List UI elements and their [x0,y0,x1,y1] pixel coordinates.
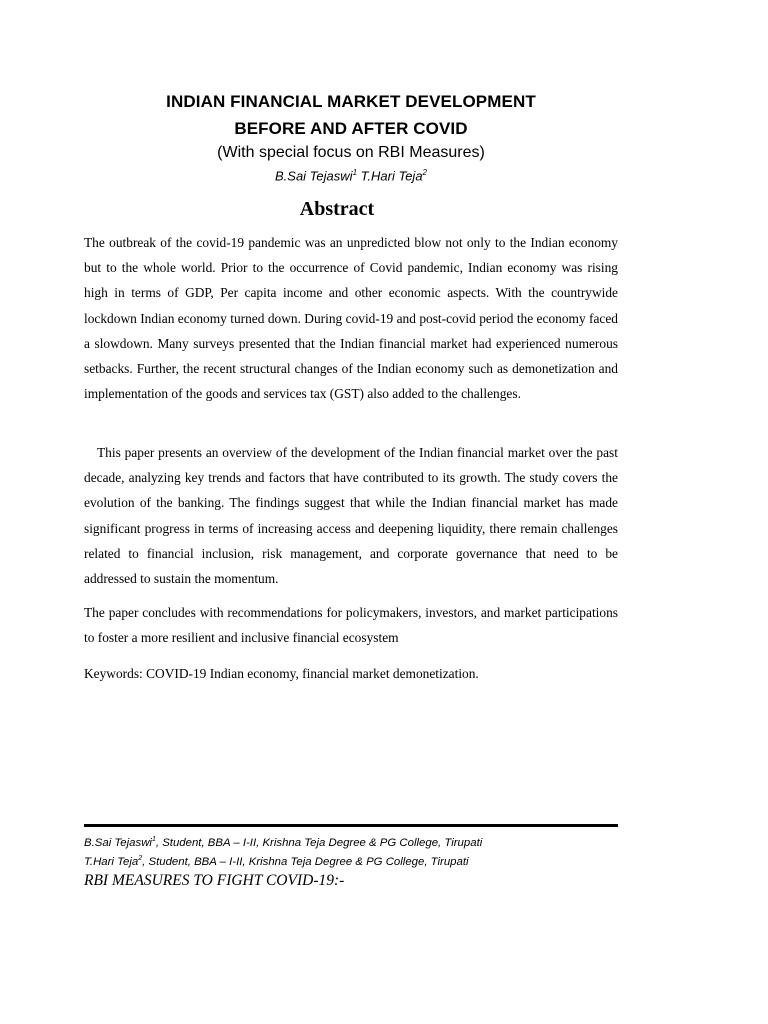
paper-title-line-1: INDIAN FINANCIAL MARKET DEVELOPMENT [166,92,536,111]
section-heading-rbi-measures: RBI MEASURES TO FIGHT COVID-19:- [84,872,345,889]
footnote-1-superscript: 1 [151,836,156,843]
author-1-name: B.Sai Tejaswi [275,168,353,184]
author-2-superscript: 2 [422,168,427,177]
footnote-1-name: B.Sai Tejaswi [84,836,152,849]
abstract-paragraph-2: This paper presents an overview of the development of the Indian financial market over the past decade, analyzing key trends and factors that have contributed to its growth. The study covers the evolution of the banking. The findings suggest that while the Indian financial market has made significant progress in terms of increasing access and deepening liquidity, there remain challenges related to financial inclusion, risk management, and corporate governance that need to be addressed to sustain the momentum. [84,445,618,587]
paper-title-line-2: BEFORE AND AFTER COVID [234,119,468,138]
footnote-divider [84,824,618,827]
abstract-paragraph-1: The outbreak of the covid-19 pandemic was an unpredicted blow not only to the Indian economy but to the whole world. Prior to the occurrence of Covid pandemic, Indian economy was rising high in terms of GDP, Per capita income and other economic aspects. With the countrywide lockdown Indian economy turned down. During covid-19 and post-covid period the economy faced a slowdown. Many surveys presented that the Indian financial market had experienced numerous setbacks. Further, the recent structural changes of the Indian economy such as demonetization and implementation of the goods and services tax (GST) also added to the challenges. [84,235,618,402]
footnote-1 [84,836,644,849]
footnote-1-text: , Student, BBA – I-II, Krishna Teja Degree & PG College, Tirupati [155,836,483,849]
footnote-2-name: T.Hari Teja [84,855,139,868]
author-2-name: T.Hari Teja [360,168,423,184]
paper-subtitle: (With special focus on RBI Measures) [217,144,485,161]
footnote-2-superscript: 2 [138,855,143,862]
abstract-paragraph-3: The paper concludes with recommendations for policymakers, investors, and market participations to foster a more resilient and inclusive financial ecosystem [84,605,618,646]
author-line [84,168,618,183]
keywords-line: Keywords: COVID-19 Indian economy, financial market demonetization. [84,666,479,681]
author-1-superscript: 1 [352,168,358,177]
abstract-heading: Abstract [299,198,375,220]
footnote-2 [84,855,644,868]
footnote-2-text: , Student, BBA – I-II, Krishna Teja Degree & PG College, Tirupati [142,855,469,868]
